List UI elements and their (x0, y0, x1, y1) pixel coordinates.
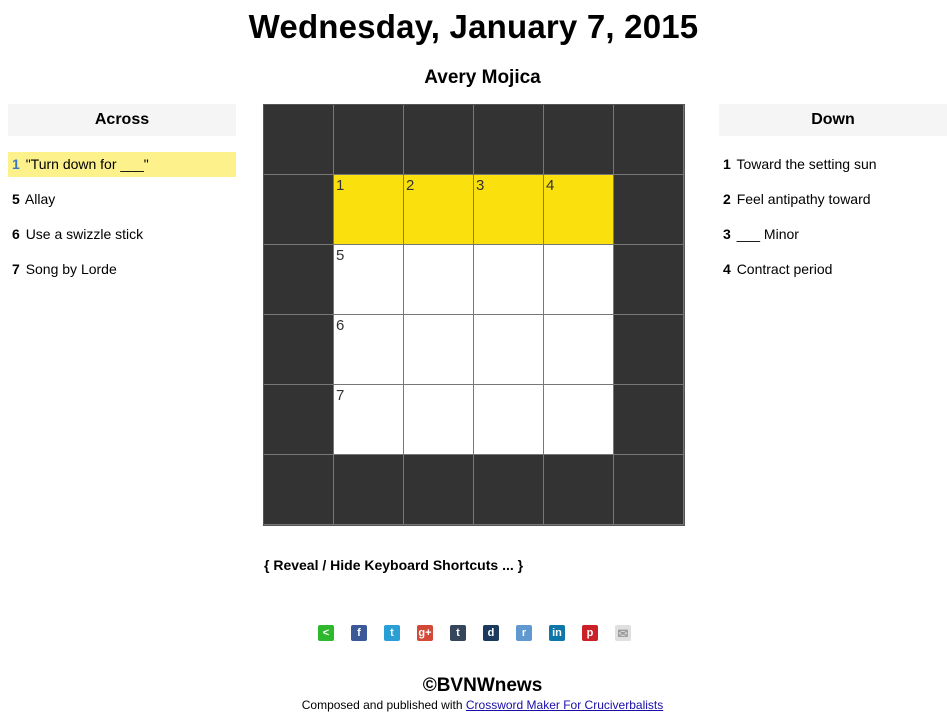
down-clue-1[interactable] (719, 152, 947, 177)
cell-number: 5 (336, 247, 345, 264)
facebook-icon[interactable]: f (351, 625, 367, 641)
clue-text: Feel antipathy toward (736, 191, 871, 207)
crossword-maker-link[interactable]: Crossword Maker For Cruciverbalists (465, 698, 664, 712)
down-heading: Down (719, 104, 947, 136)
grid-block-cell (264, 385, 334, 455)
clue-text: Allay (24, 191, 56, 207)
crossword-grid (264, 105, 684, 525)
across-clue-7[interactable] (8, 257, 236, 282)
footer-credit (0, 698, 947, 712)
clue-number: 6 (12, 226, 20, 242)
down-clue-3[interactable] (719, 222, 947, 247)
grid-block-cell (474, 455, 544, 525)
grid-block-cell (614, 385, 684, 455)
grid-cell-r4c1[interactable] (334, 385, 404, 455)
grid-block-cell (264, 245, 334, 315)
grid-block-cell (544, 455, 614, 525)
grid-block-cell (334, 105, 404, 175)
grid-block-cell (614, 455, 684, 525)
grid-cell-r1c4[interactable] (544, 175, 614, 245)
grid-block-cell (614, 175, 684, 245)
down-clue-4[interactable] (719, 257, 947, 282)
grid-cell-r1c1[interactable] (334, 175, 404, 245)
clue-text: Toward the setting sun (736, 156, 877, 172)
grid-cell-r1c3[interactable] (474, 175, 544, 245)
clue-number: 7 (12, 261, 20, 277)
clue-number: 1 (723, 156, 731, 172)
page-title: Wednesday, January 7, 2015 (248, 8, 699, 45)
reddit-icon[interactable]: r (516, 625, 532, 641)
share-icon[interactable]: < (318, 625, 334, 641)
grid-block-cell (264, 455, 334, 525)
clue-number: 3 (723, 226, 731, 242)
footer-brand: ©BVNWnews (422, 675, 543, 696)
grid-cell-r2c4[interactable] (544, 245, 614, 315)
cell-number: 2 (406, 177, 415, 194)
clue-number: 4 (723, 261, 731, 277)
across-heading: Across (8, 104, 236, 136)
clue-number: 1 (12, 156, 20, 172)
down-clue-2[interactable] (719, 187, 947, 212)
cell-number: 6 (336, 317, 345, 334)
clue-number: 5 (12, 191, 20, 207)
grid-cell-r2c2[interactable] (404, 245, 474, 315)
across-panel (8, 104, 236, 292)
across-clue-5[interactable] (8, 187, 236, 212)
grid-cell-r2c3[interactable] (474, 245, 544, 315)
grid-block-cell (544, 105, 614, 175)
pinterest-icon[interactable]: p (582, 625, 598, 641)
share-bar (318, 625, 631, 641)
across-clue-6[interactable] (8, 222, 236, 247)
down-panel (719, 104, 947, 292)
grid-block-cell (614, 245, 684, 315)
grid-block-cell (474, 105, 544, 175)
tumblr-icon[interactable]: t (450, 625, 466, 641)
grid-cell-r3c2[interactable] (404, 315, 474, 385)
grid-block-cell (264, 175, 334, 245)
linkedin-icon[interactable]: in (549, 625, 565, 641)
clue-text: ___ Minor (736, 226, 799, 242)
across-clue-list (8, 152, 236, 282)
cell-number: 1 (336, 177, 345, 194)
grid-block-cell (404, 105, 474, 175)
grid-cell-r3c1[interactable] (334, 315, 404, 385)
grid-cell-r4c3[interactable] (474, 385, 544, 455)
down-clue-list (719, 152, 947, 282)
cell-number: 7 (336, 387, 345, 404)
clue-number: 2 (723, 191, 731, 207)
clue-text: Use a swizzle stick (25, 226, 144, 242)
grid-cell-r4c4[interactable] (544, 385, 614, 455)
grid-block-cell (614, 105, 684, 175)
author-name: Avery Mojica (424, 67, 541, 88)
grid-cell-r2c1[interactable] (334, 245, 404, 315)
grid-block-cell (404, 455, 474, 525)
footer-credit-text: Composed and published with (301, 698, 466, 712)
grid-block-cell (264, 315, 334, 385)
grid-cell-r1c2[interactable] (404, 175, 474, 245)
cell-number: 3 (476, 177, 485, 194)
email-icon[interactable]: ✉ (615, 625, 631, 641)
across-clue-1[interactable] (8, 152, 236, 177)
grid-block-cell (264, 105, 334, 175)
grid-block-cell (334, 455, 404, 525)
grid-cell-r3c3[interactable] (474, 315, 544, 385)
clue-text: "Turn down for ___" (25, 156, 149, 172)
google-plus-icon[interactable]: g+ (417, 625, 433, 641)
cell-number: 4 (546, 177, 555, 194)
clue-text: Contract period (736, 261, 833, 277)
grid-cell-r3c4[interactable] (544, 315, 614, 385)
grid-block-cell (614, 315, 684, 385)
grid-cell-r4c2[interactable] (404, 385, 474, 455)
keyboard-shortcuts-toggle[interactable]: { Reveal / Hide Keyboard Shortcuts ... } (264, 557, 524, 573)
twitter-icon[interactable]: t (384, 625, 400, 641)
clue-text: Song by Lorde (25, 261, 117, 277)
digg-icon[interactable]: d (483, 625, 499, 641)
